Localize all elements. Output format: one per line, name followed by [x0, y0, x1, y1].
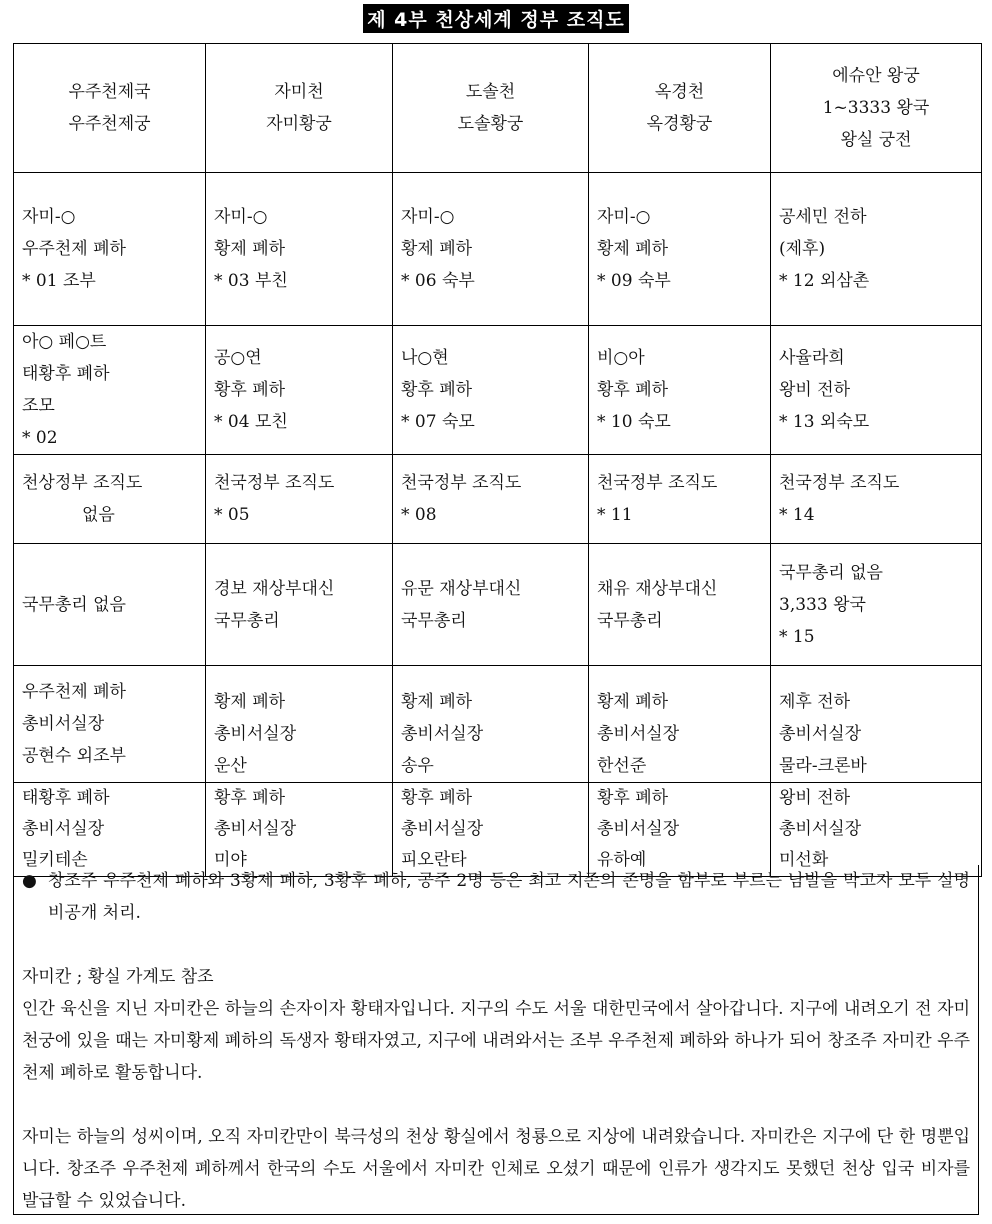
header-cell [771, 44, 982, 173]
header-row [14, 44, 982, 173]
table-cell [589, 544, 771, 666]
table-cell [393, 783, 589, 877]
cell-text-line: 에슈안 왕궁 [832, 66, 920, 86]
table-cell [206, 783, 393, 877]
cell-text-line: 자미-○ [22, 207, 76, 227]
cell-text-line: * 13 외숙모 [779, 412, 870, 432]
org-chart-table [13, 43, 982, 877]
cell-text-line: 비○아 [597, 348, 645, 368]
cell-text-line: 총비서실장 [214, 819, 297, 839]
cell-text-line: 국무총리 [214, 610, 280, 631]
table-cell [14, 666, 206, 783]
table-cell [589, 666, 771, 783]
header-cell [393, 44, 589, 173]
cell-text-line: * 14 [779, 505, 815, 525]
cell-text-line: 공현수 외조부 [22, 746, 126, 766]
cell-text-line: * 02 [22, 428, 58, 448]
cell-text-line: 제후 전하 [779, 692, 851, 712]
cell-text-line: 천국정부 조직도 [214, 473, 335, 493]
cell-text-line: 천국정부 조직도 [779, 473, 900, 493]
cell-text-line: 피오란타 [401, 850, 467, 870]
notes-box [13, 865, 979, 1215]
cell-text-line: 1~3333 왕국 [822, 98, 930, 118]
cell-text-line: * 06 숙부 [401, 271, 475, 291]
table-row [14, 173, 982, 326]
privacy-note-text: 창조주 우주천제 폐하와 3황제 폐하, 3황후 폐하, 공주 2명 등은 최고 지존의 존명을 함부로 부르는 남발을 막고자 모두 실명 비공개 처리. [48, 871, 970, 923]
cell-text-line: 황후 폐하 [597, 380, 669, 400]
table-cell [14, 173, 206, 326]
cell-text-line: 황후 폐하 [401, 380, 473, 400]
table-cell [206, 455, 393, 544]
cell-text-line: 경보 재상부대신 [214, 578, 335, 599]
table-row [14, 666, 982, 783]
cell-text-line: 유하예 [597, 850, 647, 870]
reference-line: 자미칸 ; 황실 가계도 참조 [22, 967, 214, 987]
cell-text-line: 물라-크론바 [779, 756, 867, 776]
cell-text-line: 3,333 왕국 [779, 594, 866, 615]
cell-text-line: 총비서실장 [401, 819, 484, 839]
cell-text-line: * 15 [779, 626, 815, 647]
cell-text-line: 밀키테손 [22, 850, 88, 870]
header-cell [206, 44, 393, 173]
cell-text-line: 사율라희 [779, 348, 845, 368]
cell-text-line: 자미-○ [214, 207, 268, 227]
cell-text-line: 나○현 [401, 348, 449, 368]
cell-text-line: 미야 [214, 850, 247, 870]
cell-text-line: 황제 폐하 [401, 239, 473, 259]
table-cell [589, 173, 771, 326]
cell-text-line: * 05 [214, 505, 250, 525]
table-cell [771, 326, 982, 455]
cell-text-line: 황제 폐하 [214, 239, 286, 259]
table-cell [589, 783, 771, 877]
table-cell [14, 783, 206, 877]
cell-text-line: 천국정부 조직도 [597, 473, 718, 493]
table-cell [393, 544, 589, 666]
cell-text-line: * 09 숙부 [597, 271, 671, 291]
header-cell [14, 44, 206, 173]
cell-text-line: 도솔황궁 [457, 114, 524, 134]
cell-text-line: 총비서실장 [597, 819, 680, 839]
cell-text-line: 옥경천 [654, 82, 705, 102]
cell-text-line: 황제 폐하 [214, 692, 286, 712]
cell-text-line: 황제 폐하 [597, 692, 669, 712]
table-cell [14, 544, 206, 666]
cell-text-line: 우주천제국 [68, 82, 151, 102]
cell-text-line: 아○ 페○트 [22, 332, 107, 352]
cell-text-line: 자미-○ [401, 207, 455, 227]
table-cell [393, 666, 589, 783]
title-wrap [0, 4, 992, 33]
paragraph-1: 인간 육신을 지닌 자미칸은 하늘의 손자이자 황태자입니다. 지구의 수도 서울 대한민국에서 살아갑니다. 지구에 내려오기 전 자미천궁에 있을 때는 자미황제 폐하의 독생자 황태자였고, 지구에 내려와서는 조부 우주천제 폐하와 하나가 되어 창조주 자미칸 우주천제 폐하로 활동합니다. [22, 999, 970, 1083]
cell-text-line: (제후) [779, 239, 826, 259]
cell-text-line: 조모 [22, 396, 55, 416]
cell-text-line: 미선화 [779, 850, 829, 870]
table-row [14, 455, 982, 544]
table-cell [14, 326, 206, 455]
cell-text-line: 태황후 폐하 [22, 788, 110, 808]
cell-text-line: 황제 폐하 [597, 239, 669, 259]
cell-text-line: 총비서실장 [22, 714, 105, 734]
cell-text-line: * 03 부친 [214, 271, 288, 291]
cell-text-line: 총비서실장 [779, 819, 862, 839]
header-cell [589, 44, 771, 173]
table-cell [589, 455, 771, 544]
cell-text-line: * 04 모친 [214, 412, 288, 432]
cell-text-line: * 12 외삼촌 [779, 271, 870, 291]
cell-text-line: 총비서실장 [401, 724, 484, 744]
table-cell [771, 173, 982, 326]
cell-text-line: 우주천제궁 [68, 114, 151, 134]
table-cell [393, 173, 589, 326]
cell-text-line: 우주천제 폐하 [22, 682, 126, 702]
privacy-note [22, 865, 970, 929]
cell-text-line: 옥경황궁 [646, 114, 713, 134]
cell-text-line: 국무총리 없음 [22, 594, 126, 615]
table-cell [206, 326, 393, 455]
table-cell [771, 455, 982, 544]
cell-text-line: 천상정부 조직도 [22, 473, 143, 493]
cell-text-line: 자미황궁 [266, 114, 332, 134]
cell-text-line: 공세민 전하 [779, 207, 867, 227]
cell-text-line: 왕실 궁전 [840, 130, 912, 150]
cell-text-line: * 01 조부 [22, 271, 96, 291]
cell-text-line: 국무총리 없음 [779, 562, 883, 583]
cell-text-line: * 11 [597, 505, 633, 525]
cell-text-line: 운산 [214, 756, 247, 776]
cell-text-line: * 08 [401, 505, 437, 525]
table-row [14, 783, 982, 877]
cell-text-line: 우주천제 폐하 [22, 239, 126, 259]
cell-text-line: 황후 폐하 [214, 380, 286, 400]
cell-text-line: 총비서실장 [779, 724, 862, 744]
cell-text-line: 없음 [82, 505, 115, 525]
cell-text-line: 태황후 폐하 [22, 364, 110, 384]
cell-text-line: * 07 숙모 [401, 412, 475, 432]
cell-text-line: 황후 폐하 [401, 788, 473, 808]
cell-text-line: 왕비 전하 [779, 788, 851, 808]
cell-text-line: 왕비 전하 [779, 380, 851, 400]
cell-text-line: 자미-○ [597, 207, 651, 227]
table-cell [206, 544, 393, 666]
table-cell [393, 455, 589, 544]
cell-text-line: 국무총리 [401, 610, 467, 631]
cell-text-line: 유문 재상부대신 [401, 578, 522, 599]
cell-text-line: * 10 숙모 [597, 412, 671, 432]
table-cell [771, 666, 982, 783]
cell-text-line: 천국정부 조직도 [401, 473, 522, 493]
cell-text-line: 황후 폐하 [597, 788, 669, 808]
cell-text-line: 도솔천 [465, 82, 516, 102]
cell-text-line: 황후 폐하 [214, 788, 286, 808]
page-title: 제 4부 천상세계 정부 조직도 [363, 4, 629, 33]
table-cell [771, 783, 982, 877]
table-cell [393, 326, 589, 455]
table-cell [589, 326, 771, 455]
table-cell [771, 544, 982, 666]
cell-text-line: 공○연 [214, 348, 262, 368]
cell-text-line: 자미천 [274, 82, 324, 102]
table-cell [206, 666, 393, 783]
table-row [14, 544, 982, 666]
cell-text-line: 채유 재상부대신 [597, 578, 718, 599]
table-row [14, 326, 982, 455]
cell-text-line: 한선준 [597, 756, 647, 776]
paragraph-2: 자미는 하늘의 성씨이며, 오직 자미칸만이 북극성의 천상 황실에서 청룡으로 지상에 내려왔습니다. 자미칸은 지구에 단 한 명뿐입니다. 창조주 우주천제 폐하께서 한국의 수도 서울에서 자미칸 인체로 오셨기 때문에 인류가 생각지도 못했던 천상 입국 비자를 발급할 수 있었습니다. [22, 1127, 970, 1211]
cell-text-line: 총비서실장 [597, 724, 680, 744]
table-cell [206, 173, 393, 326]
cell-text-line: 송우 [401, 756, 434, 776]
cell-text-line: 총비서실장 [22, 819, 105, 839]
bullet-icon: ● [22, 871, 37, 891]
cell-text-line: 총비서실장 [214, 724, 297, 744]
cell-text-line: 국무총리 [597, 610, 663, 631]
table-cell [14, 455, 206, 544]
cell-text-line: 황제 폐하 [401, 692, 473, 712]
